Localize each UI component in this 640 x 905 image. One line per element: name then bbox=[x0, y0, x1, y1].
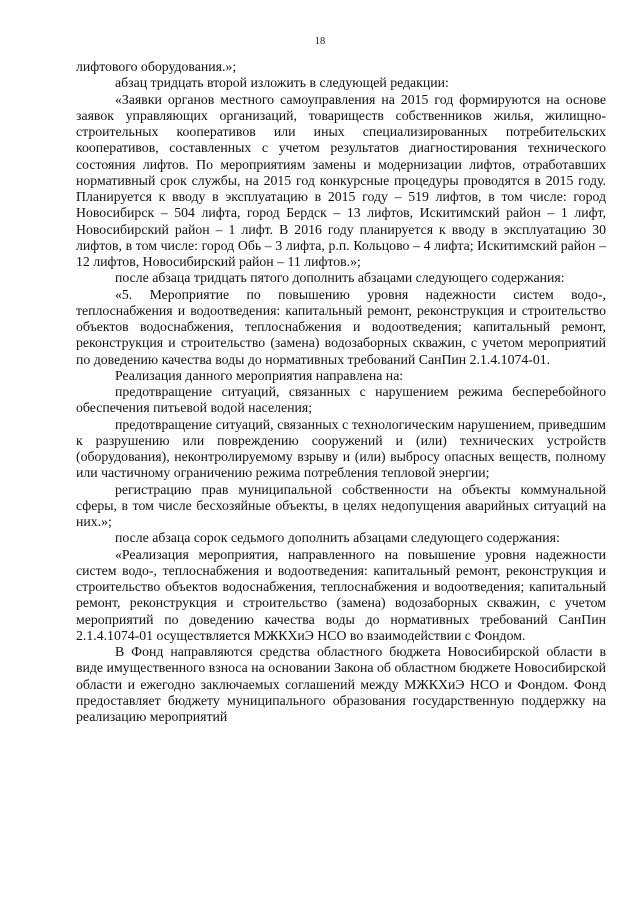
paragraph: после абзаца тридцать пятого дополнить абзацами следующего содержания: bbox=[115, 270, 565, 286]
paragraph: лифтового оборудования.»; bbox=[76, 59, 237, 74]
page-number: 18 bbox=[314, 36, 326, 47]
paragraph: «Реализация мероприятия, направленного на повышение уровня надежности систем водо-, теплоснабжения и водоотведения: капитальный ремонт, реконструкция и строительство объектов водоснабжения, теплоснабжения и водоотведения; капитальный ремонт, реконструкция и строительство (замена) водозаборных скважин, с учетом мероприятий по доведению качества воды до нормативных требований СанПин 2.1.4.1074-01 осуществляется МЖКХиЭ НСО во взаимодействии с Фондом. bbox=[76, 546, 606, 643]
paragraph: «5. Мероприятие по повышению уровня надежности систем водо-, теплоснабжения и водоотведения: капитальный ремонт, реконструкция и строительство объектов водоснабжения, теплоснабжения и водоотведения; капитальный ремонт, реконструкция и строительство (замена) водозаборных скважин, с учетом мероприятий по доведению качества воды до нормативных требований СанПин 2.1.4.1074-01. bbox=[76, 286, 606, 367]
paragraph: абзац тридцать второй изложить в следующей редакции: bbox=[115, 75, 449, 91]
paragraph: предотвращение ситуаций, связанных с нарушением режима бесперебойного обеспечения питьевой водой населения; bbox=[76, 384, 606, 416]
paragraph: «Заявки органов местного самоуправления на 2015 год формируются на основе заявок управляющих организаций, товариществ собственников жилья, жилищно-строительных кооперативов или иных специализированных потребительских кооперативов, составленных с учетом результатов диагностирования технического состояния лифтов. По мероприятиям замены и модернизации лифтов, отработавших нормативный срок службы, на 2015 год конкурсные процедуры проводятся в 2015 году. Планируется к вводу в эксплуатацию в 2015 году – 519 лифтов, в том числе: город Новосибирск – 504 лифта, город Бердск – 13 лифтов, Искитимский район – 1 лифт, Новосибирский район – 1 лифт. В 2016 году планируется к вводу в эксплуатацию 30 лифтов, в том числе: город Обь – 3 лифта, р.п. Кольцово – 4 лифта; Искитимский район – 12 лифтов, Новосибирский район – 11 лифтов.»; bbox=[76, 91, 606, 269]
paragraph: предотвращение ситуаций, связанных с технологическим нарушением, приведшим к разрушению или повреждению сооружений и (или) технических устройств (оборудования), неконтролируемому взрыву и (или) выбросу опасных веществ, полному или частичному ограничению режима потребления тепловой энергии; bbox=[76, 416, 606, 481]
document-body bbox=[76, 59, 606, 725]
paragraph: Реализация данного мероприятия направлена на: bbox=[115, 367, 404, 383]
paragraph: В Фонд направляются средства областного бюджета Новосибирской области в виде имущественного взноса на основании Закона об областном бюджете Новосибирской области и ежегодно заключаемых соглашений между МЖКХиЭ НСО и Фондом. Фонд предоставляет бюджету муниципального образования государственную поддержку на реализацию мероприятий bbox=[76, 644, 606, 724]
paragraph: после абзаца сорок седьмого дополнить абзацами следующего содержания: bbox=[115, 530, 560, 546]
paragraph: регистрацию прав муниципальной собственности на объекты коммунальной сферы, в том числе бесхозяйные объекты, в целях недопущения аварийных ситуаций на них.»; bbox=[76, 481, 606, 529]
